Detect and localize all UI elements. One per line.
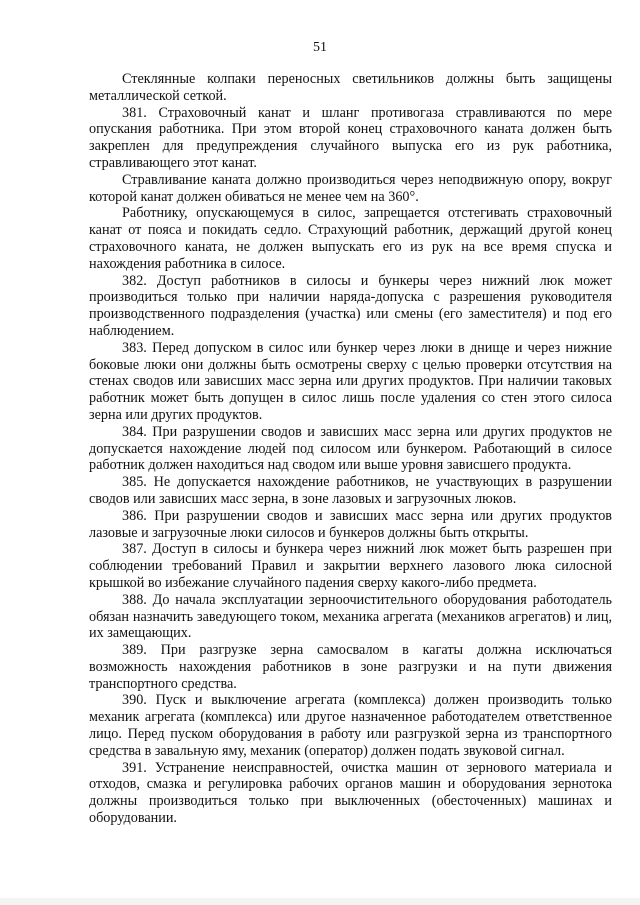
page-number: 51 (313, 40, 327, 55)
paragraph-389: 389. При разгрузке зерна самосвалом в кагаты должна исключаться возможность нахождения работников в зоне разгрузки и на пути движения транспортного средства. (89, 642, 612, 692)
paragraph-386: 386. При разрушении сводов и зависших масс зерна или других продуктов лазовые и загрузочные люки силосов и бункеров должны быть открыты. (89, 507, 612, 541)
paragraph-383: 383. Перед допуском в силос или бункер через люки в днище и через нижние боковые люки они должны быть осмотрены сверху с целью проверки отсутствия на стенах сводов или зависших масс зерна или других продуктов. При наличии таковых работник может быть допущен в силос лишь после удаления со стен этого силоса зерна или других продуктов. (89, 339, 612, 423)
scan-bottom-edge (0, 898, 640, 905)
paragraph-381: 381. Страховочный канат и шланг противогаза стравливаются по мере опускания работника. При этом второй конец страховочного каната должен быть закреплен для предупреждения случайного выпуска его из рук работника, стравливающего этот канат. (89, 104, 612, 171)
paragraph-387: 387. Доступ в силосы и бункера через нижний люк может быть разрешен при соблюдении требований Правил и закрытии верхнего лазового люка силосной крышкой во избежание случайного падения сверху какого-либо предмета. (89, 541, 612, 591)
paragraph-384: 384. При разрушении сводов и зависших масс зерна или других продуктов не допускается нахождение людей под силосом или бункером. Работающий в силосе работник должен находиться над сводом или выше уровня зависшего продукта. (89, 423, 612, 474)
paragraph-390: 390. Пуск и выключение агрегата (комплекса) должен производить только механик агрегата (комплекса) или другое назначенное работодателем ответственное лицо. Перед пуском оборудования в работу или разгрузкой зерна из транспортного средства в завальную яму, механик (оператор) должен подать звуковой сигнал. (89, 692, 612, 759)
paragraph-382: 382. Доступ работников в силосы и бункеры через нижний люк может производиться только при наличии наряда-допуска с разрешения руководителя производственного подразделения (участка) или смены (его заместителя) и под его наблюдением. (89, 272, 612, 339)
document-body (89, 71, 612, 827)
paragraph-388: 388. До начала эксплуатации зерноочистительного оборудования работодатель обязан назначить заведующего током, механика агрегата (механиков агрегатов) и лиц, их замещающих. (89, 591, 612, 642)
paragraph-worker-descending: Работнику, опускающемуся в силос, запрещается отстегивать страховочный канат от пояса и покидать седло. Страхующий работник, держащий другой конец страховочного каната, не должен выпускать его из рук на все время спуска и нахождения работника в силосе. (89, 205, 612, 272)
paragraph-rope-lowering: Стравливание каната должно производиться через неподвижную опору, вокруг которой канат должен обиваться не менее чем на 360°. (89, 171, 612, 205)
paragraph-lamp-covers: Стеклянные колпаки переносных светильников должны быть защищены металлической сеткой. (89, 71, 612, 104)
paragraph-391: 391. Устранение неисправностей, очистка машин от зернового материала и отходов, смазка и регулировка рабочих органов машин и оборудования зернотока должны производиться только при выключенных (обесточенных) машинах и оборудовании. (89, 759, 612, 827)
paragraph-385: 385. Не допускается нахождение работников, не участвующих в разрушении сводов или зависших масс зерна, в зоне лазовых и загрузочных люков. (89, 474, 612, 507)
